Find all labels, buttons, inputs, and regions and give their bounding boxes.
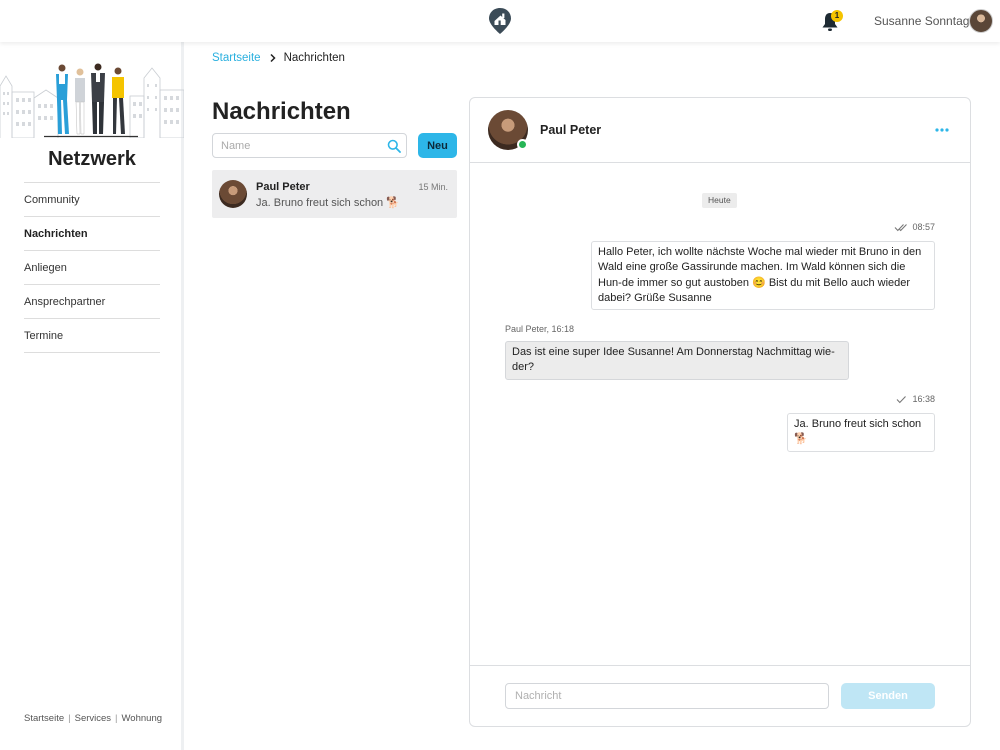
sidebar-item-nachrichten[interactable]: Nachrichten: [24, 217, 160, 251]
chevron-right-icon: [268, 53, 278, 63]
conversation-avatar: [219, 180, 247, 208]
footer-link-startseite[interactable]: Startseite: [24, 713, 65, 724]
message-time: 08:57: [912, 222, 935, 232]
chat-composer: [470, 665, 970, 727]
more-options-button[interactable]: [930, 122, 954, 138]
breadcrumb-home-link[interactable]: Startseite: [212, 52, 261, 64]
sidebar: [0, 42, 184, 750]
footer-separator: |: [68, 713, 71, 724]
top-bar: [0, 0, 1000, 42]
send-button[interactable]: Senden: [841, 683, 935, 709]
search-input[interactable]: [221, 137, 381, 155]
message-meta: Paul Peter, 16:18: [505, 324, 575, 334]
page-title: Nachrichten: [212, 98, 351, 125]
conversation-item[interactable]: [212, 170, 457, 218]
new-message-button[interactable]: Neu: [418, 133, 457, 158]
sidebar-item-anliegen[interactable]: Anliegen: [24, 251, 160, 285]
sidebar-title: Netzwerk: [48, 148, 136, 170]
home-logo-icon[interactable]: [488, 7, 512, 35]
sidebar-nav: [24, 182, 160, 353]
double-check-icon: [894, 223, 908, 232]
message-bubble-incoming: Das ist eine super Idee Susanne! Am Donnerstag Nachmittag wie-der?: [505, 341, 849, 380]
breadcrumb-current: Nachrichten: [283, 52, 345, 64]
chat-partner-name[interactable]: Paul Peter: [540, 123, 602, 137]
footer-links: [24, 713, 162, 724]
chat-header: [470, 98, 970, 163]
message-input[interactable]: [505, 683, 829, 709]
community-people-illustration: [0, 62, 184, 138]
check-icon: [894, 395, 908, 404]
search-icon[interactable]: [387, 139, 401, 153]
day-separator: Heute: [702, 193, 737, 208]
message-bubble-outgoing: Ja. Bruno freut sich schon 🐕: [787, 413, 935, 452]
message-meta: [894, 222, 935, 232]
notifications-count-badge: 1: [831, 10, 843, 22]
conversation-time: 15 Min.: [418, 182, 448, 192]
message-meta: [894, 394, 935, 404]
more-dots-icon: [930, 122, 954, 138]
footer-link-wohnung[interactable]: Wohnung: [121, 713, 163, 724]
sidebar-item-termine[interactable]: Termine: [24, 319, 160, 353]
footer-separator: |: [115, 713, 118, 724]
chat-panel: [469, 97, 971, 727]
search-box: [212, 133, 407, 158]
online-status-indicator: [517, 139, 528, 150]
sidebar-item-community[interactable]: Community: [24, 183, 160, 217]
sidebar-item-ansprechpartner[interactable]: Ansprechpartner: [24, 285, 160, 319]
message-time: 16:38: [912, 394, 935, 404]
conversation-preview: Ja. Bruno freut sich schon 🐕: [256, 197, 400, 209]
user-name[interactable]: Susanne Sonntag: [874, 14, 970, 28]
breadcrumb: [212, 52, 345, 64]
footer-link-services[interactable]: Services: [74, 713, 112, 724]
message-bubble-outgoing: Hallo Peter, ich wollte nächste Woche mal wieder mit Bruno in den Wald eine große Gassirunde machen. Im Wald können sich die Hun-de immer so gut austoben 😊 Bist du mit Bello auch wieder dabei? Grüße Susanne: [591, 241, 935, 310]
conversation-name: Paul Peter: [256, 181, 310, 193]
user-avatar[interactable]: [969, 9, 993, 33]
